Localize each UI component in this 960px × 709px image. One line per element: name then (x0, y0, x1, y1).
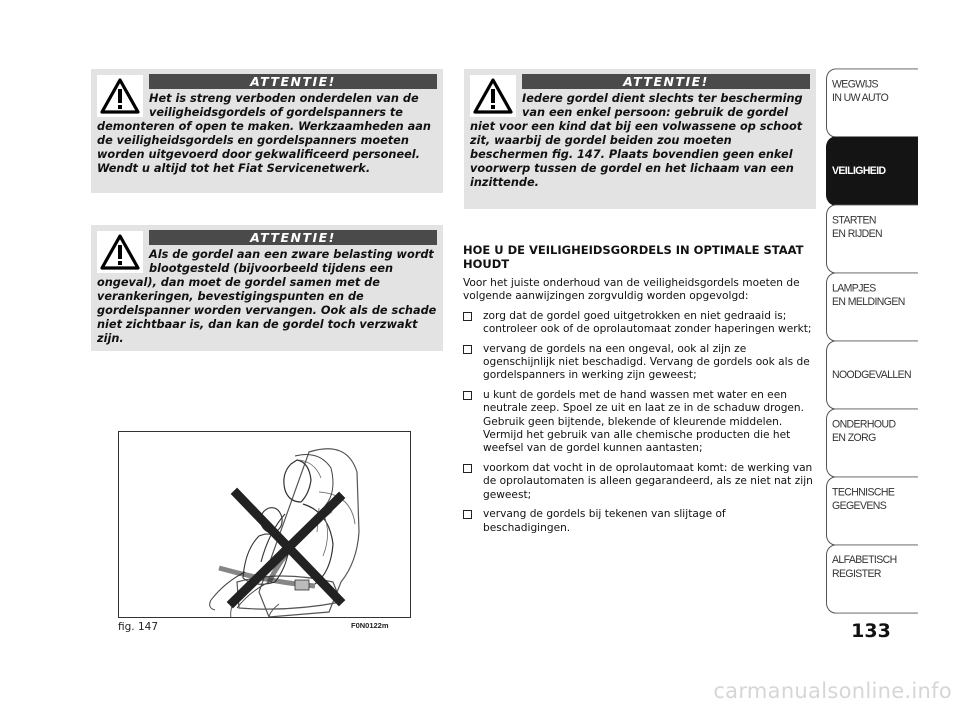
warning-box-load (91, 225, 443, 351)
figure-illustration (118, 431, 411, 618)
warning-text: Iedere gordel dient slechts ter bescherming van een enkel persoon: gebruik de gordel niet voor een kind dat bij een volwassene op schoot zit, waarbij de gordel beiden zou moeten beschermen fig. 147. Plaats bovendien geen enkel voorwerp tussen de gordel en het lichaam van een inzittende. (470, 92, 803, 189)
list-item: vervang de gordels bij tekenen van slijtage of beschadigingen. (463, 508, 815, 535)
list-item: voorkom dat vocht in de oprolautomaat komt: de werking van de oprolautomaten is alleen gegarandeerd, als ze niet nat zijn geweest; (463, 462, 815, 502)
checkbox-square-icon (463, 345, 472, 354)
checkbox-square-icon (463, 391, 472, 400)
maintenance-section (463, 244, 815, 541)
section-intro: Voor het juiste onderhoud van de veiligheidsgordels moeten de volgende aanwijzingen zorgvuldig worden opgevolgd: (463, 277, 800, 303)
tab-technische[interactable]: TECHNISCHE GEGEVENS (826, 476, 918, 545)
list-item: u kunt de gordels met de hand wassen met water en een neutrale zeep. Spoel ze uit en laat ze in de schaduw drogen. Gebruik geen bijtende, blekende of kleurende middelen. Vermijd het gebruik van alle chemische producten die het weefsel van de gordel kunnen aantasten; (463, 389, 815, 456)
child-on-lap-illustration (119, 432, 411, 618)
warning-text: Het is streng verboden onderdelen van de veiligheidsgordels of gordelspanners te demonteren of open te maken. Werkzaamheden aan de veiligheidsgordels en gordelspanners moeten worden uitgevoerd door gekwalificeerd personeel. Wendt u altijd tot het Fiat Servicenetwerk. (97, 92, 431, 175)
warning-box-single-person (464, 69, 816, 209)
figure-label: fig. 147 (118, 621, 158, 633)
page-number: 133 (851, 620, 891, 642)
list-item: zorg dat de gordel goed uitgetrokken en niet gedraaid is; controleer ook of de oprolautomaat zonder haperingen werkt; (463, 310, 815, 337)
list-item: vervang de gordels na een ongeval, ook al zijn ze ogenschijnlijk niet beschadigd. Vervang de gordels ook als de gordelspanners in werking zijn geweest; (463, 343, 815, 383)
warning-label: ATTENTIE! (522, 74, 810, 89)
warning-text: Als de gordel aan een zware belasting wordt blootgesteld (bijvoorbeeld tijdens een ongeval), dan moet de gordel samen met de verankeringen, bevestigingspunten en de gordelspanner worden vervangen. Ook als de schade niet zichtbaar is, dan kan de gordel toch verzwakt zijn. (97, 248, 437, 345)
tab-veiligheid[interactable]: VEILIGHEID (826, 136, 918, 205)
section-heading: HOE U DE VEILIGHEIDSGORDELS IN OPTIMALE STAAT HOUDT (463, 243, 804, 271)
checkbox-square-icon (463, 464, 472, 473)
warning-box-dismantling (91, 69, 443, 193)
warning-label: ATTENTIE! (149, 230, 437, 245)
checkbox-square-icon (463, 312, 472, 321)
warning-label: ATTENTIE! (149, 74, 437, 89)
figure-code: F0N0122m (351, 621, 389, 630)
tab-noodgevallen[interactable]: NOODGEVALLEN (826, 340, 918, 409)
tab-wegwijs[interactable]: WEGWIJS IN UW AUTO (826, 68, 918, 137)
tab-lampjes[interactable]: LAMPJES EN MELDINGEN (826, 272, 918, 341)
watermark: carmanualsonline.info (713, 679, 952, 703)
checkbox-square-icon (463, 510, 472, 519)
tab-alfabetisch[interactable]: ALFABETISCH REGISTER (826, 544, 918, 613)
maintenance-list (463, 310, 815, 535)
tab-starten[interactable]: STARTEN EN RIJDEN (826, 204, 918, 273)
tab-onderhoud[interactable]: ONDERHOUD EN ZORG (826, 408, 918, 477)
